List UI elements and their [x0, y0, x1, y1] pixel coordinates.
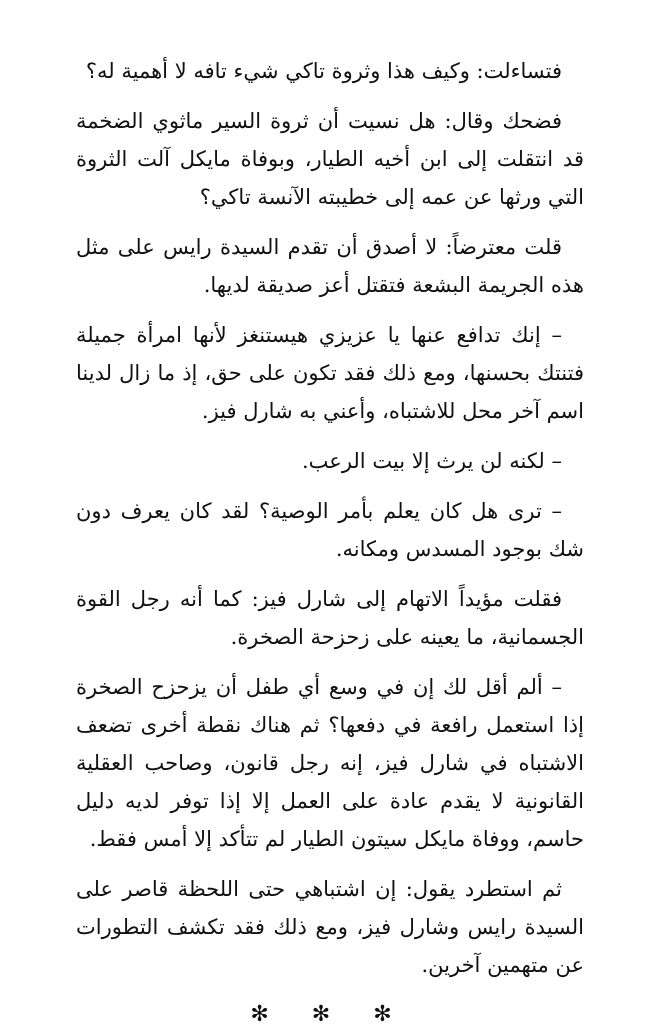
paragraph-6: – ترى هل كان يعلم بأمر الوصية؟ لقد كان يعرف دون شك بوجود المسدس ومكانه.: [76, 499, 584, 561]
paragraph-7: فقلت مؤيداً الاتهام إلى شارل فيز: كما أنه رجل القوة الجسمانية، ما يعينه على زحزحة الصخرة.: [76, 587, 584, 649]
book-page: [76, 52, 584, 1034]
paragraph-4: – إنك تدافع عنها يا عزيزي هيستنغز لأنها امرأة جميلة فتنتك بحسنها، ومع ذلك فقد تكون على حق، إذ ما زال لدينا اسم آخر محل للاشتباه، وأعني به شارل فيز.: [76, 323, 584, 423]
paragraph-3: قلت معترضاً: لا أصدق أن تقدم السيدة رايس على مثل هذه الجريمة البشعة فتقتل أعز صديقة لديها.: [76, 235, 584, 297]
paragraph-8: – ألم أقل لك إن في وسع أي طفل أن يزحزح الصخرة إذا استعمل رافعة في دفعها؟ ثم هناك نقطة أخرى تضعف الاشتباه في شارل فيز، إنه رجل قانون، وصاحب العقلية القانونية لا يقدم عادة على العمل إلا إذا توفر لديه دليل حاسم، ووفاة مايكل سيتون الطيار لم تتأكد إلا أمس فقط.: [76, 675, 584, 851]
paragraph-5: – لكنه لن يرث إلا بيت الرعب.: [302, 449, 562, 473]
paragraph-9: ثم استطرد يقول: إن اشتباهي حتى اللحظة قاصر على السيدة رايس وشارل فيز، ومع ذلك فقد تكشف التطورات عن متهمين آخرين.: [76, 877, 584, 977]
paragraph-1: فتساءلت: وكيف هذا وثروة تاكي شيء تافه لا أهمية له؟: [85, 59, 562, 83]
paragraph-2: فضحك وقال: هل نسيت أن ثروة السير ماثوي الضخمة قد انتقلت إلى ابن أخيه الطيار، وبوفاة مايكل آلت الثروة التي ورثها عن عمه إلى خطيبته الآنسة تاكي؟: [76, 109, 584, 209]
section-separator: ✻ ✻ ✻: [250, 1002, 410, 1027]
